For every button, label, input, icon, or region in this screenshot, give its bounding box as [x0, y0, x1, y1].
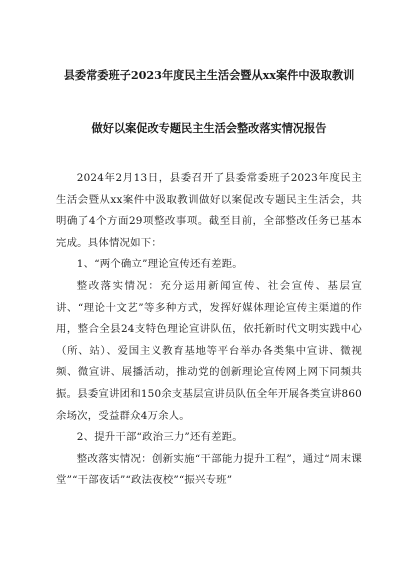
document-title-line-1: 县委常委班子2023年度民主生活会暨从xx案件中汲取教训	[63, 68, 355, 82]
section-heading-2: 2、提升干部“政治三力”还有差距。	[76, 431, 243, 444]
paragraph-intro: 2024年2月13日，县委召开了县委常委班子2023年度民主生活会暨从xx案件中汲取教训做好以案促改专题民主生活会，共明确了4个方面29项整改事项。截至目前，全部整改任务已基本完成。具体情况如下：	[56, 172, 362, 249]
paragraph-rectification-2: 整改落实情况：创新实施“干部能力提升工程”，通过“周末课堂”“干部夜话”“政法夜校”“振兴专班”	[56, 452, 362, 487]
paragraph-rectification-1: 整改落实情况：充分运用新闻宣传、社会宣传、基层宣讲、“理论十文艺”等多种方式，发挥好媒体理论宣传主渠道的作用，整合全县24支特色理论宣讲队伍，依托新时代文明实践中心（所、站）、爱国主义教育基地等平台举办各类集中宣讲、微视频、微宣讲、展播活动，推动党的创新理论宣传网上网下同频共振。县委宣讲团和150余支基层宣讲员队伍全年开展各类宣讲860余场次，受益群众4万余人。	[56, 279, 362, 422]
document-title-line-2: 做好以案促改专题民主生活会整改落实情况报告	[91, 121, 327, 135]
document-body	[56, 168, 362, 492]
section-heading-1: 1、“两个确立”理论宣传还有差距。	[76, 258, 243, 271]
